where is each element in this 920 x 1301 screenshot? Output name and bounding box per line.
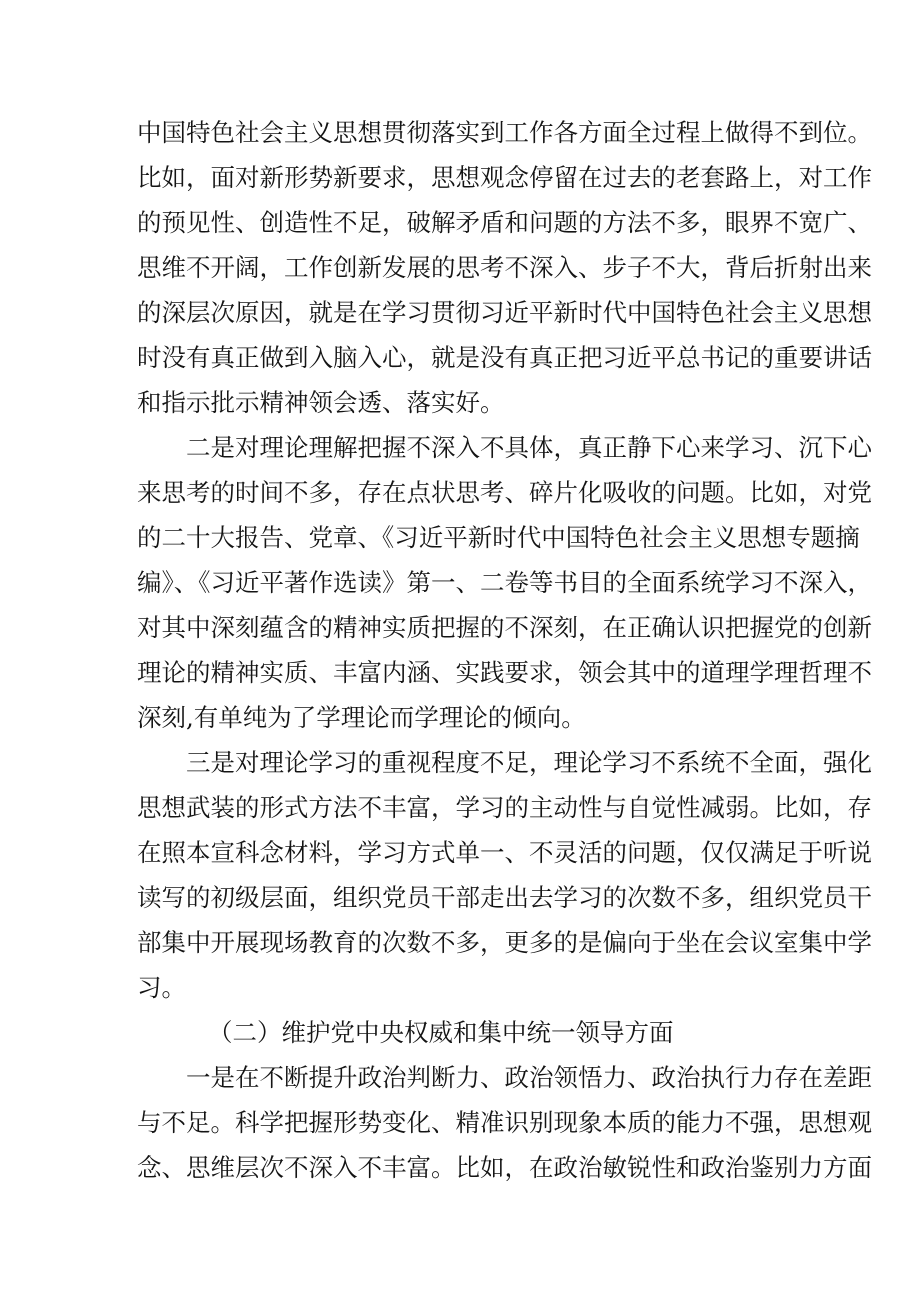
text-line: 三是对理论学习的重视程度不足，理论学习不系统不全面，强化: [186, 748, 872, 777]
text-line: 习。: [137, 973, 186, 1002]
text-line: 思维不开阔，工作创新发展的思考不深入、步子不大，背后折射出来: [137, 253, 872, 282]
text-line: 二是对理论理解把握不深入不具体，真正静下心来学习、沉下心: [186, 433, 872, 462]
text-line: 与不足。科学把握形势变化、精准识别现象本质的能力不强，思想观: [137, 1108, 872, 1137]
text-line: 深刻,有单纯为了学理论而学理论的倾向。: [137, 703, 586, 732]
text-line: 的预见性、创造性不足，破解矛盾和问题的方法不多，眼界不宽广、: [137, 208, 872, 237]
text-line: 对其中深刻蕴含的精神实质把握的不深刻，在正确认识把握党的创新: [137, 613, 872, 642]
text-line: 念、思维层次不深入不丰富。比如，在政治敏锐性和政治鉴别力方面: [137, 1153, 872, 1182]
text-line: 理论的精神实质、丰富内涵、实践要求，领会其中的道理学理哲理不: [137, 658, 872, 687]
text-line: 部集中开展现场教育的次数不多，更多的是偏向于坐在会议室集中学: [137, 928, 872, 957]
text-line: 在照本宣科念材料，学习方式单一、不灵活的问题，仅仅满足于听说: [137, 838, 872, 867]
text-line: 读写的初级层面，组织党员干部走出去学习的次数不多，组织党员干: [137, 883, 872, 912]
text-line: 的二十大报告、党章、《习近平新时代中国特色社会主义思想专题摘: [137, 523, 860, 552]
text-line: 和指示批示精神领会透、落实好。: [137, 388, 505, 417]
text-line: 编》、《习近平著作选读》第一、二卷等书目的全面系统学习不深入，: [137, 568, 872, 597]
text-line: 时没有真正做到入脑入心，就是没有真正把习近平总书记的重要讲话: [137, 343, 872, 372]
text-line: 一是在不断提升政治判断力、政治领悟力、政治执行力存在差距: [186, 1063, 872, 1092]
text-line: 来思考的时间不多，存在点状思考、碎片化吸收的问题。比如，对党: [137, 478, 872, 507]
text-line: 中国特色社会主义思想贯彻落实到工作各方面全过程上做得不到位。: [137, 118, 872, 147]
text-line: 比如，面对新形势新要求，思想观念停留在过去的老套路上，对工作: [137, 163, 872, 192]
text-line: 思想武装的形式方法不丰富，学习的主动性与自觉性减弱。比如，存: [137, 793, 872, 822]
section-heading: （二）维护党中央权威和集中统一领导方面: [208, 1018, 674, 1047]
text-line: 的深层次原因，就是在学习贯彻习近平新时代中国特色社会主义思想: [137, 298, 872, 327]
